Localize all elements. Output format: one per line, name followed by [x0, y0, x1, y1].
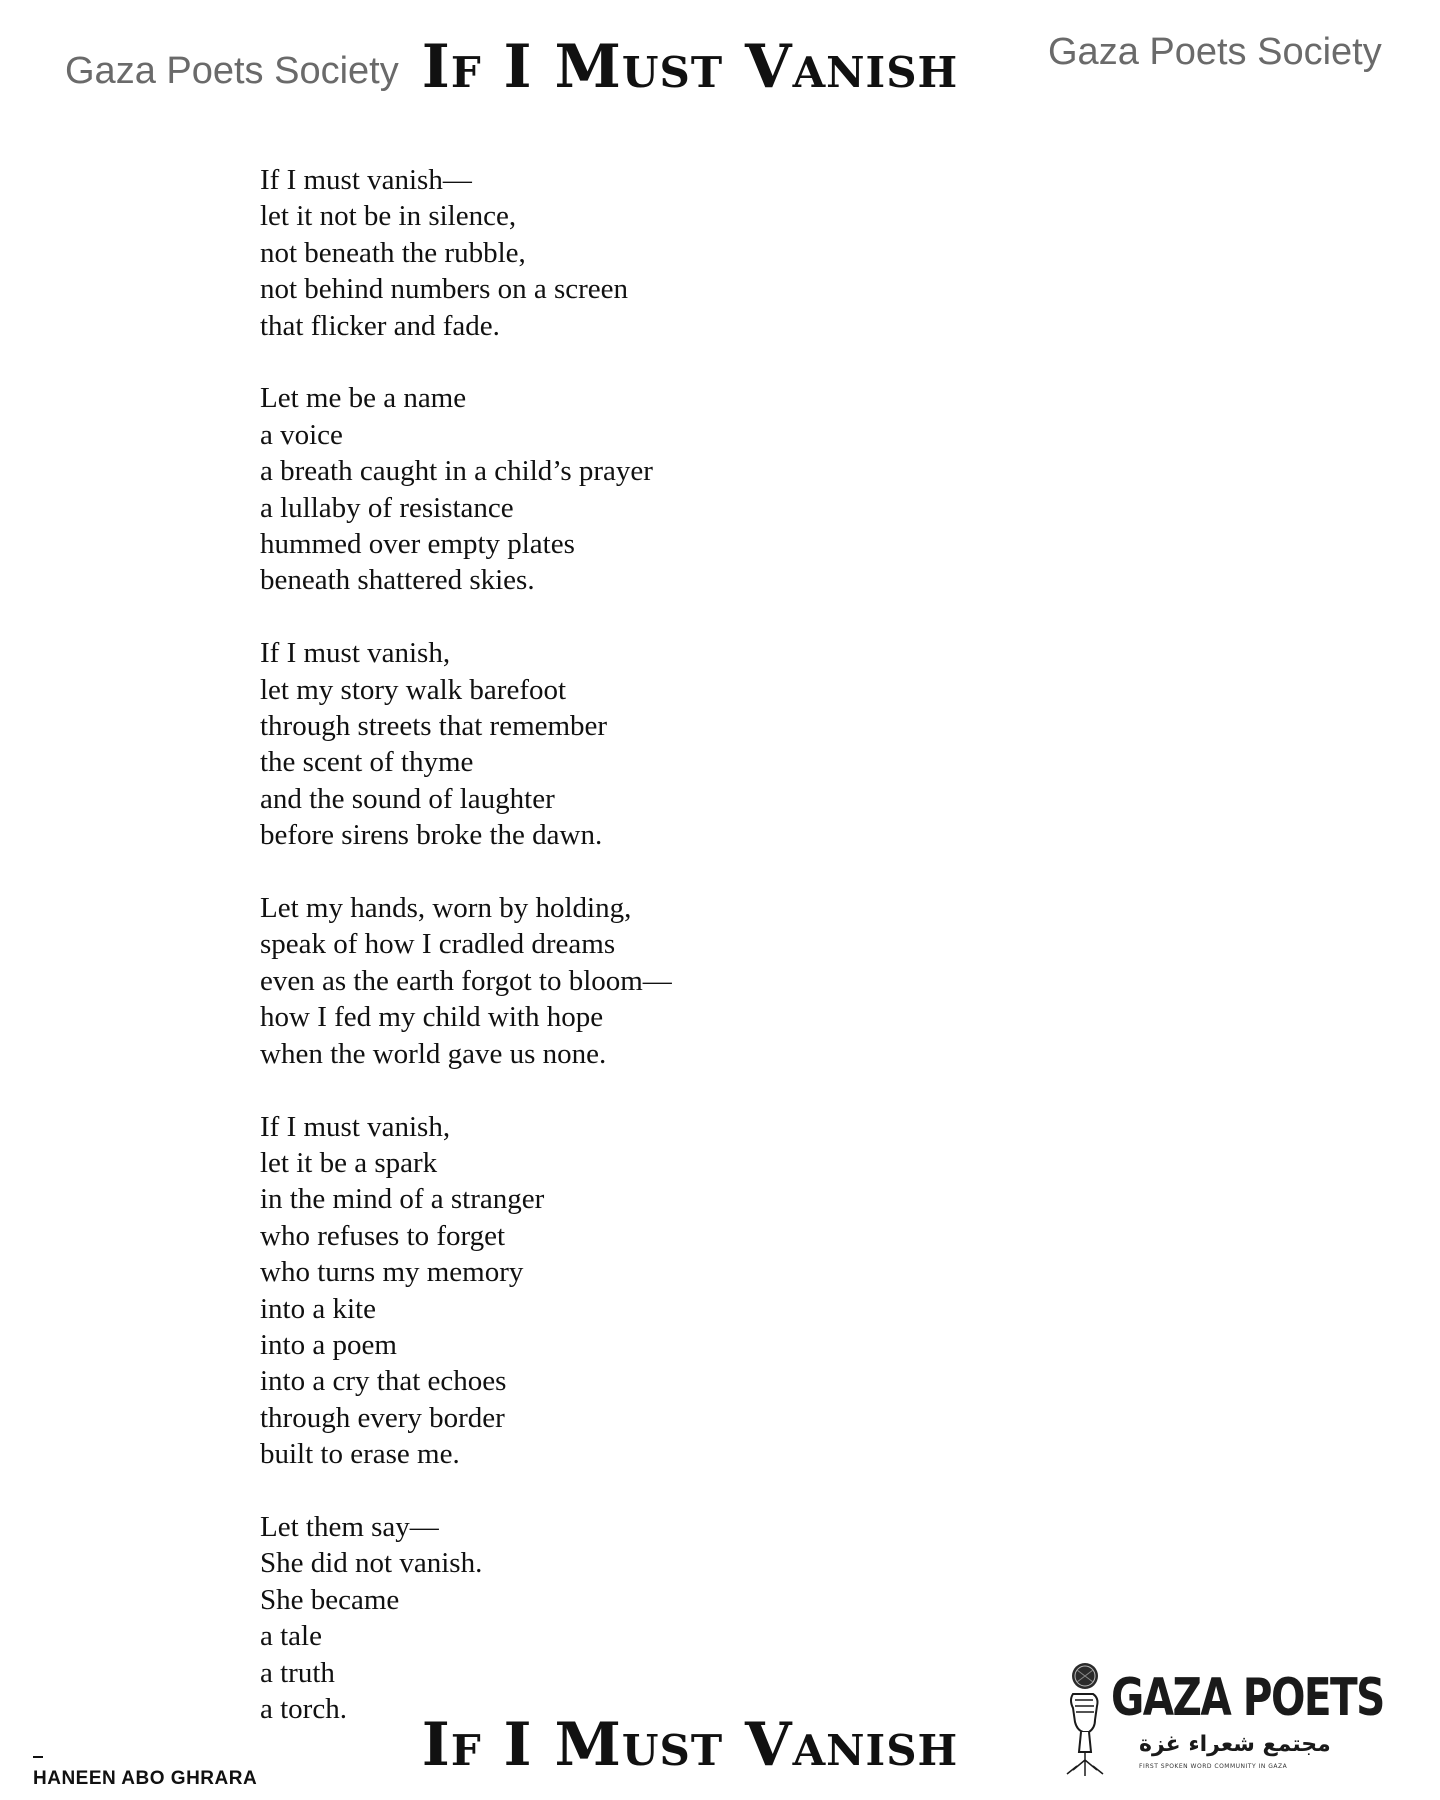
- society-name-left: Gaza Poets Society: [65, 50, 399, 92]
- poem-stanza: [260, 162, 960, 344]
- poem-line: the scent of thyme: [260, 746, 474, 779]
- poem-line: not behind numbers on a screen: [260, 273, 629, 306]
- poem-line: If I must vanish,: [260, 637, 451, 670]
- poem-line: when the world gave us none.: [260, 1037, 607, 1070]
- author-dash: [33, 1756, 43, 1758]
- poem-line: before sirens broke the dawn.: [260, 819, 603, 852]
- poem-line: Let them say—: [260, 1510, 439, 1543]
- poem-line: how I fed my child with hope: [260, 1001, 604, 1034]
- poem-line: into a kite: [260, 1292, 376, 1325]
- poem-line: through every border: [260, 1401, 505, 1434]
- poem-stanza: [260, 1109, 960, 1473]
- poem-line: She did not vanish.: [260, 1547, 483, 1580]
- footer-title: If I Must Vanish: [421, 1710, 959, 1780]
- poem-line: Let my hands, worn by holding,: [260, 892, 632, 925]
- page-title: If I Must Vanish: [421, 32, 959, 102]
- logo-arabic-name: مجتمع شعراء غزة: [1139, 1732, 1331, 1757]
- poem-line: a truth: [260, 1656, 335, 1689]
- gaza-poets-logo: [1055, 1660, 1384, 1780]
- logo-subtitle: FIRST SPOKEN WORD COMMUNITY IN GAZA: [1139, 1763, 1288, 1770]
- logo-title: GAZA POETS: [1111, 1668, 1384, 1728]
- poem-line: speak of how I cradled dreams: [260, 928, 616, 961]
- poem-line: a lullaby of resistance: [260, 491, 514, 524]
- poem-line: let it not be in silence,: [260, 200, 517, 233]
- poem-line: If I must vanish,: [260, 1110, 451, 1143]
- poem-line: who refuses to forget: [260, 1219, 506, 1252]
- poem-line: built to erase me.: [260, 1438, 460, 1471]
- author-name: HANEEN ABO GHRARA: [33, 1768, 258, 1789]
- poem-line: even as the earth forgot to bloom—: [260, 964, 672, 997]
- poem-line: let it be a spark: [260, 1146, 438, 1179]
- poem-line: that flicker and fade.: [260, 309, 500, 342]
- poem-line: If I must vanish—: [260, 164, 472, 196]
- poem-line: a voice: [260, 418, 343, 451]
- poem-stanza: [260, 1509, 960, 1727]
- poem-line: a breath caught in a child’s prayer: [260, 455, 653, 488]
- poem-line: and the sound of laughter: [260, 782, 555, 815]
- poem-line: a torch.: [260, 1692, 347, 1725]
- poem-line: She became: [260, 1583, 400, 1616]
- poem-line: Let me be a name: [260, 382, 467, 415]
- poem-stanza: [260, 635, 960, 853]
- society-name-right: Gaza Poets Society: [1048, 31, 1382, 73]
- microphone-hand-icon: [1055, 1660, 1115, 1780]
- poem-stanza: [260, 890, 960, 1072]
- poem-stanza: [260, 380, 960, 598]
- poem-line: hummed over empty plates: [260, 528, 575, 561]
- poem-line: not beneath the rubble,: [260, 236, 526, 269]
- poem-line: a tale: [260, 1620, 322, 1653]
- poem-line: into a poem: [260, 1328, 397, 1361]
- poem-line: beneath shattered skies.: [260, 564, 535, 597]
- poem-line: let my story walk barefoot: [260, 673, 567, 706]
- poem-line: into a cry that echoes: [260, 1365, 507, 1398]
- poem-line: in the mind of a stranger: [260, 1183, 545, 1216]
- poem-line: who turns my memory: [260, 1256, 524, 1289]
- poem-body: [260, 162, 960, 1727]
- poem-line: through streets that remember: [260, 710, 608, 743]
